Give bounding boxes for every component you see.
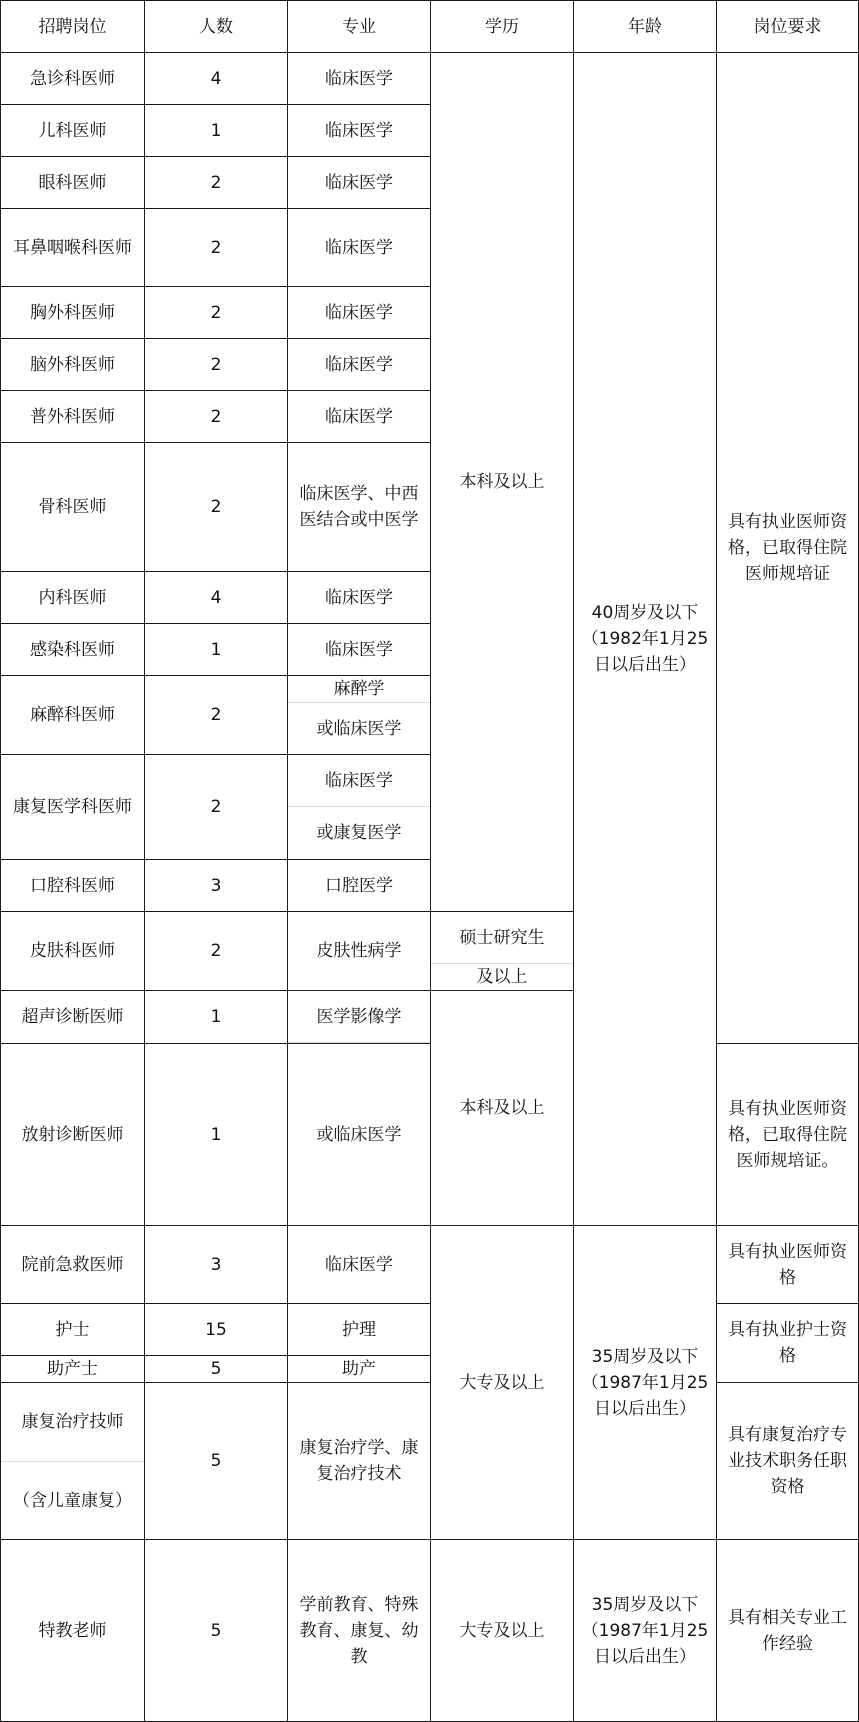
post-cell: 脑外科医师 (1, 339, 145, 391)
header-age: 年龄 (574, 1, 717, 53)
count-cell: 2 (145, 391, 288, 443)
major-line-2: 或临床医学 (316, 718, 402, 739)
table-header-row (1, 1, 859, 53)
post-cell: 助产士 (1, 1356, 145, 1383)
post-cell: 口腔科医师 (1, 860, 145, 912)
post-cell: 康复医学科医师 (1, 755, 145, 860)
education-cell: 大专及以上 (431, 1540, 574, 1722)
table-row (1, 53, 859, 105)
count-cell: 2 (145, 157, 288, 209)
education-line-2: 及以上 (476, 967, 528, 987)
post-cell: 骨科医师 (1, 443, 145, 572)
table-row (1, 1226, 859, 1304)
major-cell: 或临床医学 (288, 1044, 431, 1226)
post-cell: 皮肤科医师 (1, 912, 145, 991)
major-cell: 口腔医学 (288, 860, 431, 912)
post-cell (1, 1383, 145, 1540)
count-cell: 1 (145, 624, 288, 676)
post-cell: 儿科医师 (1, 105, 145, 157)
post-cell: 眼科医师 (1, 157, 145, 209)
major-cell: 临床医学 (288, 105, 431, 157)
count-cell: 15 (145, 1304, 288, 1356)
requirement-cell: 具有相关专业工作经验 (717, 1540, 859, 1722)
header-major: 专业 (288, 1, 431, 53)
major-cell: 临床医学 (288, 391, 431, 443)
requirement-cell: 具有康复治疗专业技术职务任职资格 (717, 1383, 859, 1540)
post-cell: 院前急救医师 (1, 1226, 145, 1304)
table-row (1, 1044, 859, 1226)
post-line-1: 康复治疗技师 (1, 1383, 144, 1462)
count-cell: 3 (145, 1226, 288, 1304)
header-count: 人数 (145, 1, 288, 53)
major-cell: 临床医学、中西医结合或中医学 (288, 443, 431, 572)
count-cell: 2 (145, 209, 288, 287)
education-line-1: 硕士研究生 (431, 912, 573, 964)
count-cell: 2 (145, 339, 288, 391)
post-cell: 胸外科医师 (1, 287, 145, 339)
header-post: 招聘岗位 (1, 1, 145, 53)
major-cell: 护理 (288, 1304, 431, 1356)
major-cell (288, 676, 431, 755)
count-cell: 3 (145, 860, 288, 912)
major-cell: 临床医学 (288, 1226, 431, 1304)
post-cell: 内科医师 (1, 572, 145, 624)
count-cell: 2 (145, 287, 288, 339)
age-cell: 40周岁及以下（1982年1月25日以后出生） (574, 53, 717, 1226)
major-cell: 学前教育、特殊教育、康复、幼教 (288, 1540, 431, 1722)
major-cell (288, 755, 431, 860)
major-cell: 助产 (288, 1356, 431, 1383)
count-cell: 1 (145, 1044, 288, 1226)
major-cell: 临床医学 (288, 624, 431, 676)
header-requirements: 岗位要求 (717, 1, 859, 53)
requirement-cell: 具有执业医师资格，已取得住院医师规培证。 (717, 1044, 859, 1226)
age-cell: 35周岁及以下（1987年1月25日以后出生） (574, 1226, 717, 1540)
requirement-cell: 具有执业医师资格，已取得住院医师规培证 (717, 53, 859, 1044)
post-cell: 超声诊断医师 (1, 991, 145, 1044)
education-cell: 本科及以上 (431, 53, 574, 912)
major-cell: 临床医学 (288, 572, 431, 624)
major-cell: 临床医学 (288, 339, 431, 391)
table-row (1, 1383, 859, 1540)
post-cell: 放射诊断医师 (1, 1044, 145, 1226)
age-cell: 35周岁及以下（1987年1月25日以后出生） (574, 1540, 717, 1722)
post-cell: 感染科医师 (1, 624, 145, 676)
count-cell: 1 (145, 105, 288, 157)
post-cell: 耳鼻咽喉科医师 (1, 209, 145, 287)
major-line-2: 或康复医学 (316, 823, 402, 843)
count-cell: 2 (145, 676, 288, 755)
major-cell: 临床医学 (288, 53, 431, 105)
major-cell: 临床医学 (288, 209, 431, 287)
major-line-1: 临床医学 (288, 755, 430, 807)
requirement-cell: 具有执业医师资格 (717, 1226, 859, 1304)
post-cell: 普外科医师 (1, 391, 145, 443)
table-row (1, 1304, 859, 1356)
post-cell: 急诊科医师 (1, 53, 145, 105)
count-cell: 4 (145, 572, 288, 624)
count-cell: 1 (145, 991, 288, 1044)
education-cell: 本科及以上 (431, 991, 574, 1226)
education-cell (431, 912, 574, 991)
count-cell: 5 (145, 1356, 288, 1383)
header-education: 学历 (431, 1, 574, 53)
major-cell (288, 991, 431, 1044)
major-line: 医学影像学 (288, 991, 430, 1043)
post-line-2: （含儿童康复） (13, 1490, 132, 1511)
major-cell: 临床医学 (288, 287, 431, 339)
education-cell: 大专及以上 (431, 1226, 574, 1540)
count-cell: 2 (145, 443, 288, 572)
count-cell: 4 (145, 53, 288, 105)
table-row (1, 1540, 859, 1722)
post-cell: 护士 (1, 1304, 145, 1356)
major-line-1: 麻醉学 (288, 676, 430, 703)
count-cell: 5 (145, 1383, 288, 1540)
count-cell: 2 (145, 912, 288, 991)
major-cell: 临床医学 (288, 157, 431, 209)
post-cell: 麻醉科医师 (1, 676, 145, 755)
post-cell: 特教老师 (1, 1540, 145, 1722)
count-cell: 2 (145, 755, 288, 860)
major-cell: 康复治疗学、康复治疗技术 (288, 1383, 431, 1540)
count-cell: 5 (145, 1540, 288, 1722)
major-cell: 皮肤性病学 (288, 912, 431, 991)
requirement-cell: 具有执业护士资格 (717, 1304, 859, 1383)
